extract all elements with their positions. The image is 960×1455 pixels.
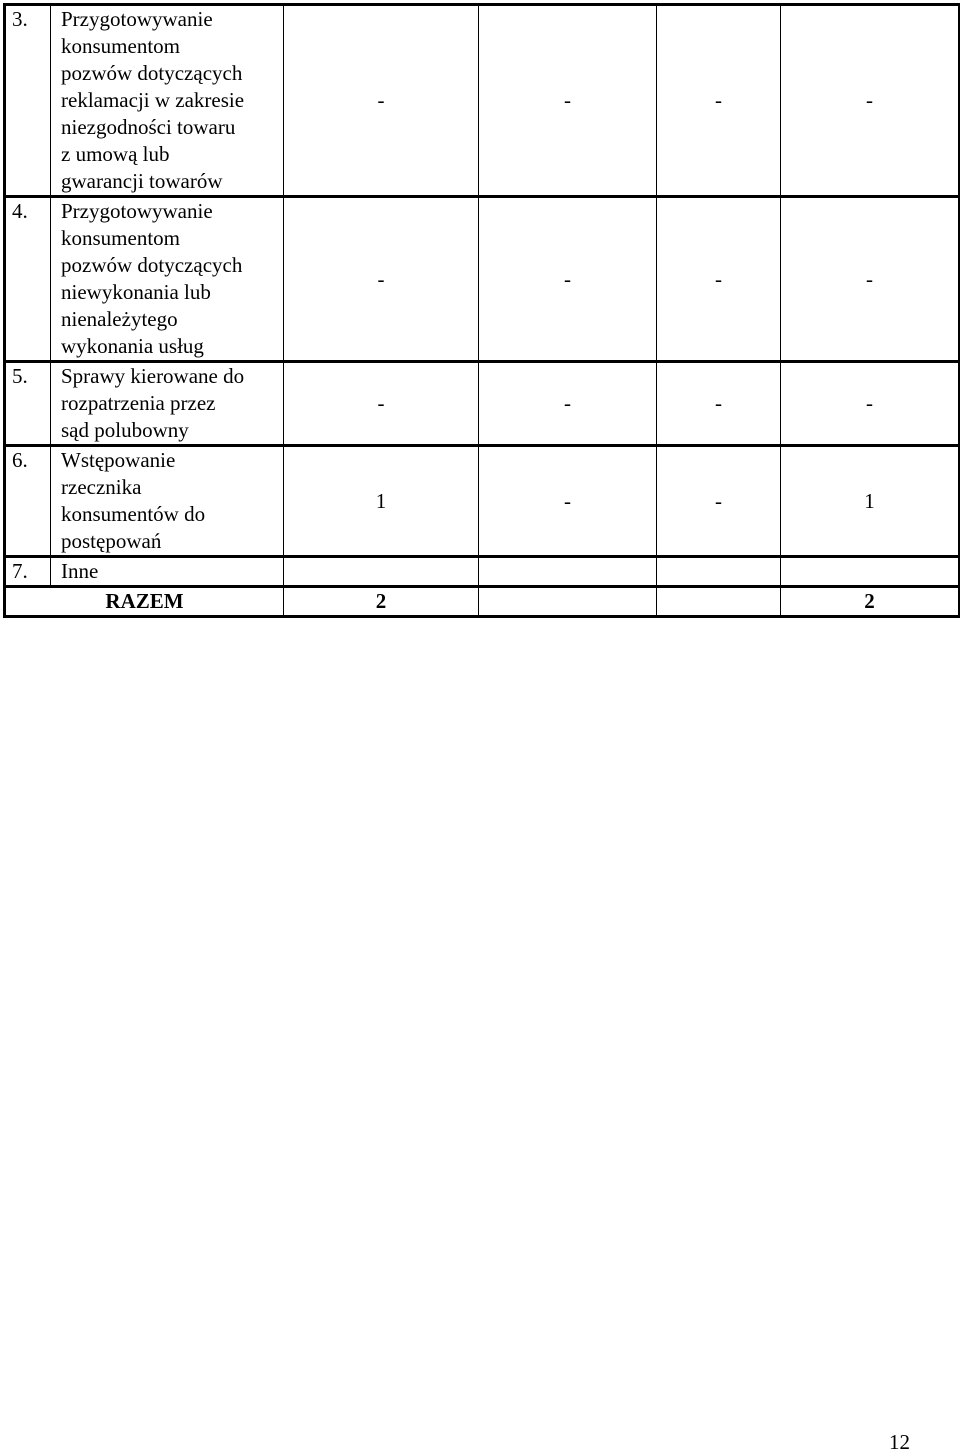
value-cell — [657, 557, 781, 587]
value-cell: - — [284, 197, 479, 362]
description-line: Wstępowanie — [61, 448, 176, 472]
value-cell: - — [657, 446, 781, 557]
description-line: postępowań — [61, 529, 162, 553]
page-number: 12 — [889, 1430, 910, 1454]
value-cell: - — [479, 446, 657, 557]
row-number: 3. — [5, 5, 51, 197]
value-cell: - — [479, 5, 657, 197]
row-description — [51, 446, 284, 557]
row-number: 7. — [5, 557, 51, 587]
value-cell: 1 — [284, 446, 479, 557]
total-value — [657, 587, 781, 617]
value-cell: - — [657, 5, 781, 197]
table-row — [5, 446, 960, 557]
value-cell: - — [781, 197, 960, 362]
value-cell — [781, 557, 960, 587]
total-value: 2 — [781, 587, 960, 617]
value-cell — [479, 557, 657, 587]
description-line: wykonania usług — [61, 334, 204, 358]
total-value — [479, 587, 657, 617]
report-table — [3, 3, 960, 618]
description-line: Inne — [61, 559, 99, 583]
value-cell: - — [284, 362, 479, 446]
table-row — [5, 197, 960, 362]
row-description — [51, 557, 284, 587]
description-line: rzecznika — [61, 475, 142, 499]
row-description — [51, 197, 284, 362]
value-cell: - — [479, 362, 657, 446]
description-line: niezgodności towaru — [61, 115, 236, 139]
table-row — [5, 362, 960, 446]
table-row — [5, 557, 960, 587]
description-line: pozwów dotyczących — [61, 253, 243, 277]
description-line: pozwów dotyczących — [61, 61, 243, 85]
description-line: reklamacji w zakresie — [61, 88, 245, 112]
value-cell: 1 — [781, 446, 960, 557]
description-line: konsumentom — [61, 34, 180, 58]
value-cell: - — [781, 362, 960, 446]
value-cell: - — [284, 5, 479, 197]
description-line: Przygotowywanie — [61, 199, 213, 223]
description-line: konsumentów do — [61, 502, 206, 526]
total-row — [5, 587, 960, 617]
value-cell: - — [479, 197, 657, 362]
row-number: 5. — [5, 362, 51, 446]
description-line: Przygotowywanie — [61, 7, 213, 31]
description-line: rozpatrzenia przez — [61, 391, 216, 415]
value-cell: - — [781, 5, 960, 197]
description-line: niewykonania lub — [61, 280, 211, 304]
description-line: nienależytego — [61, 307, 178, 331]
description-line: Sprawy kierowane do — [61, 364, 245, 388]
value-cell — [284, 557, 479, 587]
value-cell: - — [657, 362, 781, 446]
row-number: 4. — [5, 197, 51, 362]
total-value: 2 — [284, 587, 479, 617]
row-number: 6. — [5, 446, 51, 557]
description-line: sąd polubowny — [61, 418, 189, 442]
table-row — [5, 5, 960, 197]
description-line: z umową lub — [61, 142, 170, 166]
description-line: gwarancji towarów — [61, 169, 223, 193]
description-line: konsumentom — [61, 226, 180, 250]
row-description — [51, 362, 284, 446]
value-cell: - — [657, 197, 781, 362]
row-description — [51, 5, 284, 197]
total-label: RAZEM — [5, 587, 284, 617]
